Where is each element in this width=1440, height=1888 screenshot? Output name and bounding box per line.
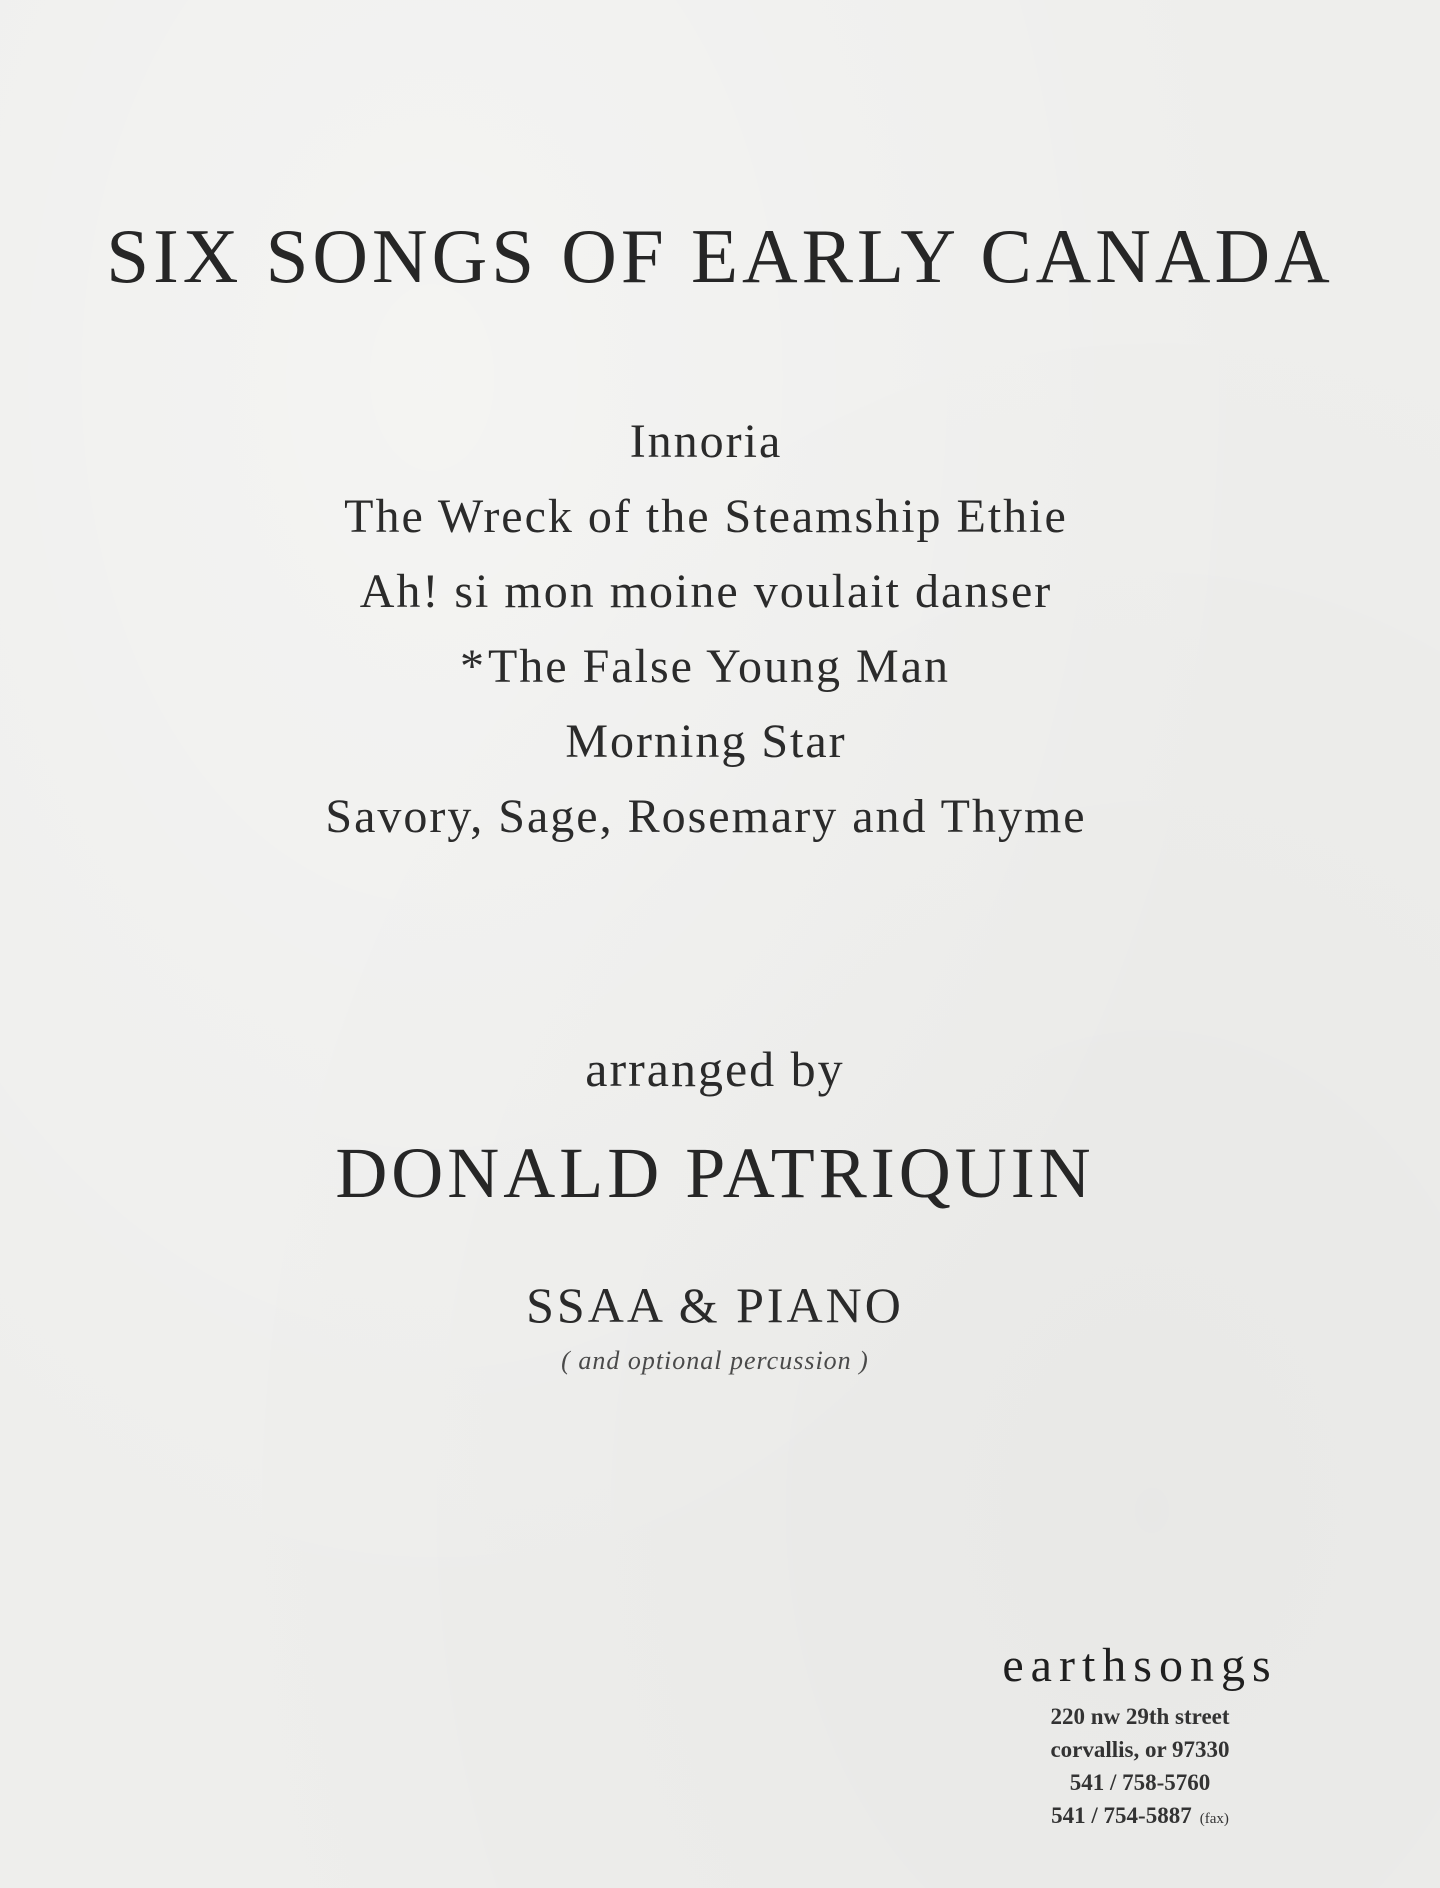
publisher-block [960,1639,1320,1836]
song-title: The False Young Man [487,640,950,693]
publisher-name: earthsongs [1002,1639,1278,1692]
publisher-address-street: 220 nw 29th street [1050,1704,1230,1729]
publisher-address-city: corvallis, or 97330 [1050,1737,1230,1762]
page-title: SIX SONGS OF EARLY CANADA [106,213,1334,299]
song-item [0,404,1410,479]
song-title: Innoria [629,415,783,468]
voicing: SSAA & PIANO [526,1277,904,1333]
song-item [0,704,1410,779]
song-item [0,629,1410,704]
publisher-fax-line [960,1799,1320,1836]
song-title: The Wreck of the Steamship Ethie [344,490,1068,543]
arranger-name: DONALD PATRIQUIN [335,1133,1095,1213]
song-title: Morning Star [565,715,847,768]
song-item [0,554,1410,629]
song-star: * [459,640,486,693]
publisher-fax-label: (fax) [1199,1811,1229,1827]
publisher-fax: 541 / 754-5887 [1051,1803,1192,1828]
publisher-phone: 541 / 758-5760 [1069,1770,1211,1795]
voicing-note: ( and optional percussion ) [561,1346,869,1375]
song-item [0,479,1410,554]
arranged-by-label: arranged by [585,1041,845,1097]
song-title: Savory, Sage, Rosemary and Thyme [325,790,1087,843]
song-list [0,404,1410,854]
song-title: Ah! si mon moine voulait danser [359,565,1053,618]
song-item [0,779,1410,854]
